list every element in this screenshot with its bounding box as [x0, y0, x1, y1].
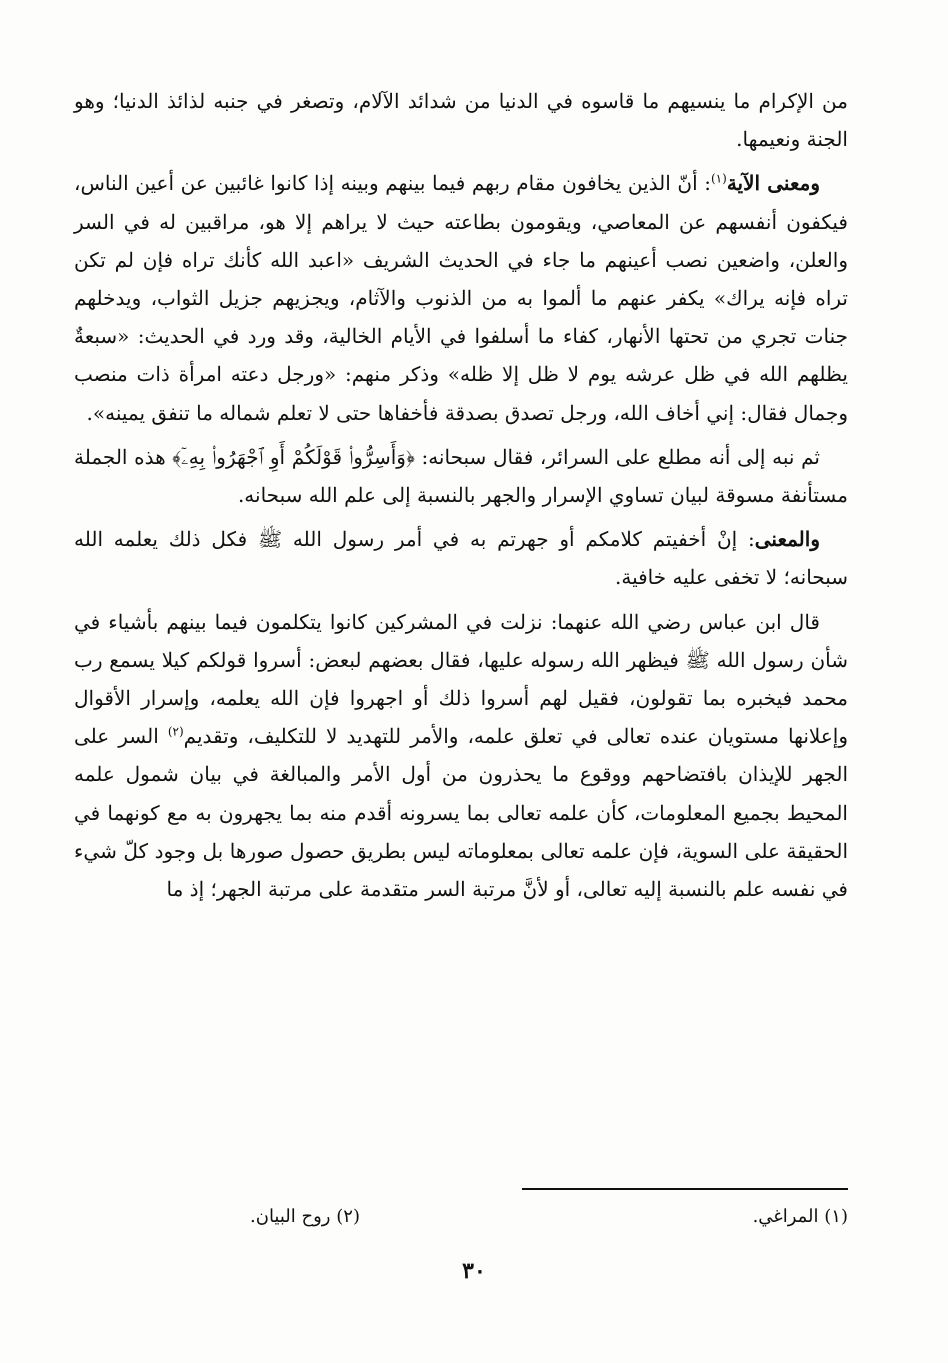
paragraph-text: قال ابن عباس رضي الله عنهما: نزلت في المشركين كانوا يتكلمون فيما بينهم بأشياء في شأن رسول الله ﷺ فيظهر الله رسوله عليها، فقال بعضهم لبعض: أسروا قولكم كيلا يسمع رب محمد فيخبره بما تقولون، فقيل لهم أسروا ذلك أو اجهروا فإن الله يعلمه، وإسرار الأقوال وإعلانها مستويان عنده تعالى في تعلق علمه، والأمر للتهديد لا للتكليف، وتقديم: [74, 609, 848, 749]
footnote-ref-1[interactable]: (١): [710, 171, 727, 186]
paragraph-text-continued: السر على الجهر للإيذان بافتضاحهم ووقوع ما يحذرون من أول الأمر والمبالغة في بيان شمول علمه المحيط بجميع المعلومات، كأن علمه تعالى بما يسرونه أقدم منه بما يجهرون به مع كونهما في الحقيقة على السوية، فإن علمه تعالى بمعلوماته ليس بطريق حصول صورها بل وجود كلّ شيء في نفسه علم بالنسبة إليه تعالى، أو لأنَّ مرتبة السر متقدمة على مرتبة الجهر؛ إذ ما: [74, 724, 848, 902]
paragraph-1: [74, 82, 848, 158]
paragraph-lead: ومعنى الآية: [726, 171, 820, 196]
footnote-ref-2[interactable]: (٢): [167, 724, 184, 739]
footnote-text: روح البيان.: [250, 1206, 331, 1227]
paragraph-3: [74, 438, 848, 514]
footnote-divider: [522, 1188, 848, 1190]
paragraph-4: [74, 520, 848, 596]
page-number: ٣٠: [462, 1258, 486, 1284]
paragraph-lead: والمعنى: [754, 527, 820, 552]
footnote-1: [753, 1206, 848, 1227]
footnotes: [250, 1206, 848, 1227]
paragraph-text: من الإكرام ما ينسيهم ما قاسوه في الدنيا من شدائد الآلام، وتصغر في جنبه لذائذ الدنيا؛ وهو الجنة ونعيمها.: [74, 89, 848, 152]
paragraph-text: : أنّ الذين يخافون مقام ربهم فيما بينهم وبينه إذا كانوا غائبين عن أعين الناس، فيكفون أنفسهم عن المعاصي، ويقومون بطاعته حيث لا يراهم إلا هو، مراقبين له في السر والعلن، واضعين نصب أعينهم ما جاء في الحديث الشريف «اعبد الله كأنك تراه فإن لم تكن تراه فإنه يراك» يكفر عنهم ما ألموا به من الذنوب والآثام، ويجزيهم جزيل الثواب، ويدخلهم جنات تجري من تحتها الأنهار، كفاء ما أسلفوا في الأيام الخالية، وقد ورد في الحديث: «سبعةٌ يظلهم الله في ظل عرشه يوم لا ظل إلا ظله» وذكر منهم: «ورجل دعته امرأة ذات منصب وجمال فقال: إني أخاف الله، ورجل تصدق بصدقة فأخفاها حتى لا تعلم شماله ما تنفق يمينه».: [74, 171, 848, 425]
footnote-2: [250, 1206, 360, 1227]
paragraph-5: [74, 603, 848, 909]
footnote-text: المراغي.: [752, 1206, 819, 1227]
paragraph-text: ثم نبه إلى أنه مطلع على السرائر، فقال سبحانه: ﴿وَأَسِرُّوا۟ قَوْلَكُمْ أَوِ ٱجْهَرُوا۟ بِهِۦٓ﴾ هذه الجملة مستأنفة مسوقة لبيان تساوي الإسرار والجهر بالنسبة إلى علم الله سبحانه.: [74, 444, 848, 508]
main-text: [74, 82, 848, 914]
paragraph-text: : إنْ أخفيتم كلامكم أو جهرتم به في أمر رسول الله ﷺ فكل ذلك يعلمه الله سبحانه؛ لا تخفى عليه خافية.: [74, 527, 848, 590]
footnote-number: (٢): [336, 1206, 360, 1227]
paragraph-2: [74, 164, 848, 431]
footnote-number: (١): [824, 1206, 848, 1227]
